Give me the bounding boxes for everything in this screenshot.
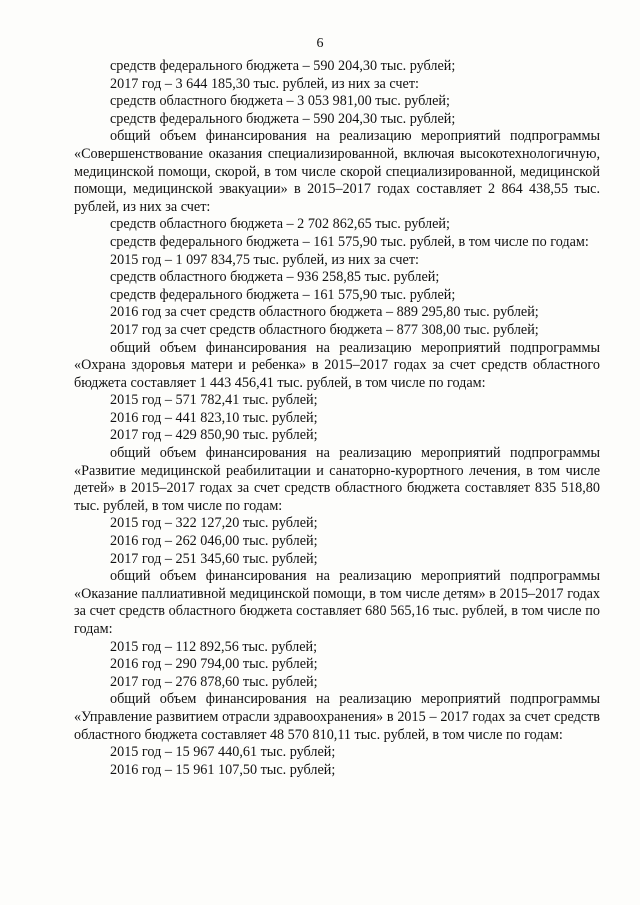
body-line: 2017 год – 3 644 185,30 тыс. рублей, из них за счет: (110, 75, 419, 92)
body-line: средств областного бюджета – 936 258,85 тыс. рублей; (110, 269, 440, 286)
body-line: средств областного бюджета – 2 702 862,65 тыс. рублей; (110, 216, 450, 233)
body-line: 2016 год – 15 961 107,50 тыс. рублей; (110, 761, 336, 778)
body-line: 2015 год – 571 782,41 тыс. рублей; (110, 392, 318, 409)
body-paragraph: средств федерального бюджета – 161 575,90 тыс. рублей, в том числе по годам: (110, 233, 589, 250)
body-line: 2016 год – 441 823,10 тыс. рублей; (110, 409, 318, 426)
body-line: средств федерального бюджета – 161 575,90 тыс. рублей; (110, 286, 456, 303)
body-line: средств федерального бюджета – 590 204,30 тыс. рублей; (110, 110, 456, 127)
body-paragraph: общий объем финансирования на реализацию мероприятий подпрограммы «Оказание паллиативной медицинской помощи, в том числе детям» в 2015–2017 годах за счет средств областного бюджета составляет 680 565,16 тыс. рублей, в том числе по годам: (74, 568, 600, 637)
body-line: 2017 год за счет средств областного бюджета – 877 308,00 тыс. рублей; (110, 321, 539, 338)
body-line: 2016 год – 262 046,00 тыс. рублей; (110, 533, 318, 550)
body-paragraph: общий объем финансирования на реализацию мероприятий подпрограммы «Совершенствование оказания специализированной, включая высокотехнологичную, медицинской помощи, скорой, в том числе скорой специализированной, медицинской помощи, медицинской эвакуации» в 2015–2017 годах составляет 2 864 438,55 тыс. рублей, из них за счет: (74, 128, 600, 215)
body-paragraph: общий объем финансирования на реализацию мероприятий подпрограммы «Развитие медицинской реабилитации и санаторно-курортного лечения, в том числе детей» в 2015–2017 годах за счет средств областного бюджета составляет 835 518,80 тыс. рублей, в том числе по годам: (74, 445, 600, 514)
document-body (74, 58, 600, 779)
page-number: 6 (316, 36, 324, 51)
body-paragraph: общий объем финансирования на реализацию мероприятий подпрограммы «Охрана здоровья матери и ребенка» в 2015–2017 годах за счет средств областного бюджета составляет 1 443 456,41 тыс. рублей, в том числе по годам: (74, 339, 600, 391)
body-line: 2017 год – 251 345,60 тыс. рублей; (110, 550, 318, 567)
body-line: 2015 год – 15 967 440,61 тыс. рублей; (110, 744, 336, 761)
body-line: 2015 год – 112 892,56 тыс. рублей; (110, 638, 318, 655)
body-line: средств федерального бюджета – 590 204,30 тыс. рублей; (110, 58, 456, 74)
body-paragraph: общий объем финансирования на реализацию мероприятий подпрограммы «Управление развитием отрасли здравоохранения» в 2015 – 2017 годах за счет средств областного бюджета составляет 48 570 810,11 тыс. рублей, в том числе по годам: (74, 691, 600, 743)
body-line: 2017 год – 429 850,90 тыс. рублей; (110, 427, 318, 444)
body-line: 2017 год – 276 878,60 тыс. рублей; (110, 673, 318, 690)
body-line: 2015 год – 322 127,20 тыс. рублей; (110, 515, 318, 532)
body-line: 2016 год – 290 794,00 тыс. рублей; (110, 656, 318, 673)
body-line: средств областного бюджета – 3 053 981,00 тыс. рублей; (110, 93, 450, 110)
body-line: 2015 год – 1 097 834,75 тыс. рублей, из них за счет: (110, 251, 419, 268)
body-line: 2016 год за счет средств областного бюджета – 889 295,80 тыс. рублей; (110, 304, 539, 321)
